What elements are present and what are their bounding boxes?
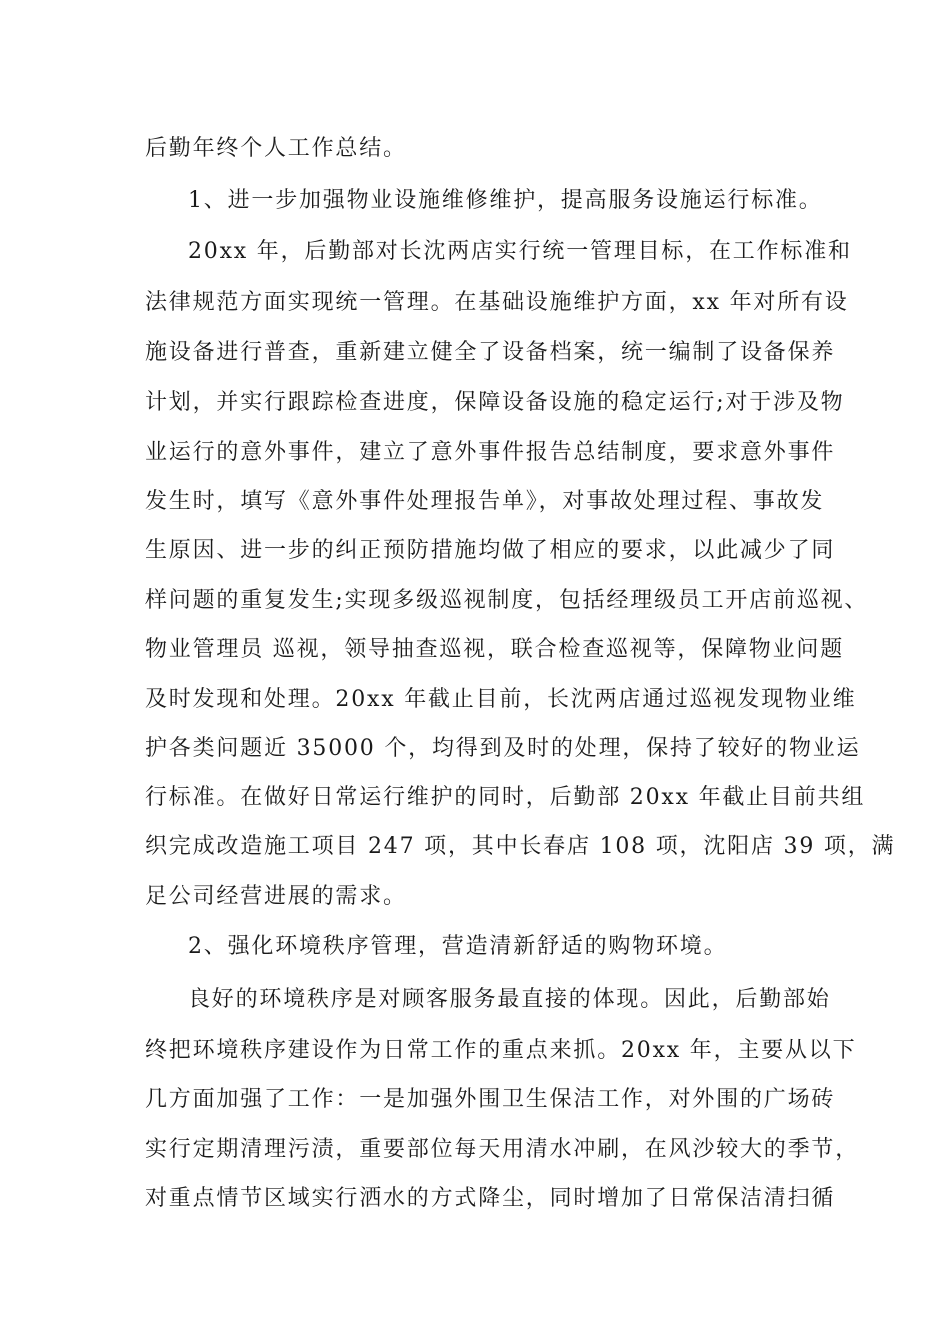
section-heading: 1、进一步加强物业设施维修维护，提高服务设施运行标准。	[188, 188, 823, 213]
text-line: 生原因、进一步的纠正预防措施均做了相应的要求，以此减少了同	[145, 538, 836, 563]
text-line: 物业管理员 巡视，领导抽查巡视，联合检查巡视等，保障物业问题	[145, 637, 844, 662]
section-heading: 2、强化环境秩序管理，营造清新舒适的购物环境。	[188, 934, 728, 959]
text-line: 护各类问题近 35000 个，均得到及时的处理，保持了较好的物业运	[145, 736, 861, 761]
text-line: 后勤年终个人工作总结。	[145, 136, 407, 161]
text-line: 织完成改造施工项目 247 项，其中长春店 108 项，沈阳店 39 项，满	[145, 834, 896, 859]
text-line: 足公司经营进展的需求。	[145, 884, 407, 909]
text-line: 法律规范方面实现统一管理。在基础设施维护方面，xx 年对所有设	[145, 290, 849, 315]
text-line: 对重点情节区域实行洒水的方式降尘，同时增加了日常保洁清扫循	[145, 1186, 836, 1211]
text-line: 几方面加强了工作：一是加强外围卫生保洁工作，对外围的广场砖	[145, 1087, 836, 1112]
text-line: 实行定期清理污渍，重要部位每天用清水冲刷，在风沙较大的季节，	[145, 1137, 860, 1162]
text-line: 计划，并实行跟踪检查进度，保障设备设施的稳定运行;对于涉及物	[145, 390, 845, 415]
text-line: 良好的环境秩序是对顾客服务最直接的体现。因此，后勤部始	[188, 987, 831, 1012]
text-line: 及时发现和处理。20xx 年截止目前，长沈两店通过巡视发现物业维	[145, 687, 857, 712]
text-line: 行标准。在做好日常运行维护的同时，后勤部 20xx 年截止目前共组	[145, 785, 866, 810]
text-line: 样问题的重复发生;实现多级巡视制度，包括经理级员工开店前巡视、	[145, 588, 869, 613]
text-line: 施设备进行普查，重新建立健全了设备档案，统一编制了设备保养	[145, 340, 836, 365]
text-line: 业运行的意外事件，建立了意外事件报告总结制度，要求意外事件	[145, 440, 836, 465]
text-line: 终把环境秩序建设作为日常工作的重点来抓。20xx 年，主要从以下	[145, 1038, 857, 1063]
text-line: 发生时，填写《意外事件处理报告单》，对事故处理过程、事故发	[145, 489, 825, 514]
text-line: 20xx 年，后勤部对长沈两店实行统一管理目标，在工作标准和	[188, 239, 852, 264]
